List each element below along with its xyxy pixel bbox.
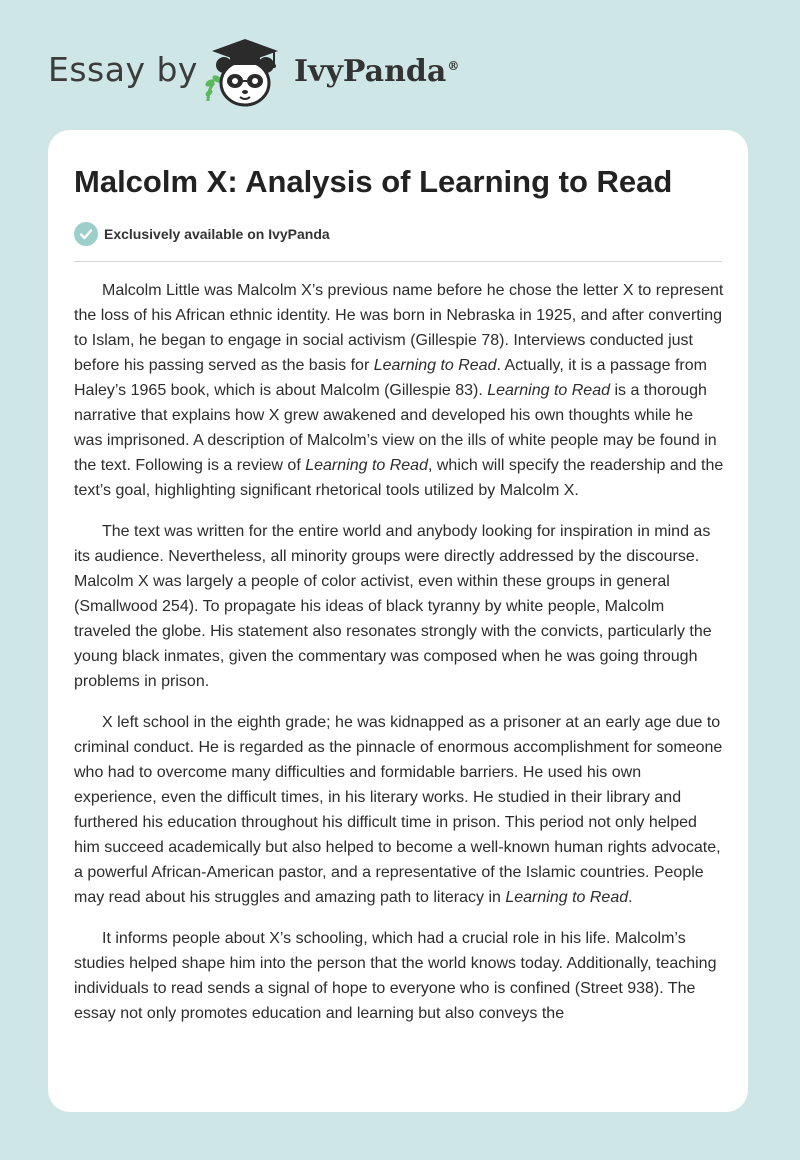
book-title-italic: Learning to Read	[305, 457, 428, 474]
paragraph-text: It informs people about X’s schooling, which had a crucial role in his life. Malcolm’s studies helped shape him into the person that the world knows today. Additionally, teaching individuals to read sends a signal of hope to everyone who is confined (Street 938). The essay not only promotes education and learning but also conveys the	[74, 930, 717, 1022]
paragraph-text: The text was written for the entire world and anybody looking for inspiration in mind as its audience. Nevertheless, all minority groups were directly addressed by the discourse. Malcolm X was largely a people of color activist, even within these groups in general (Smallwood 254). To propagate his ideas of black tyranny by white people, Malcolm traveled the globe. His statement also resonates strongly with the convicts, particularly the young black inmates, given the commentary was composed when he was going through problems in prison.	[74, 523, 712, 690]
book-title-italic: Learning to Read	[487, 382, 610, 399]
book-title-italic: Learning to Read	[373, 357, 497, 374]
check-circle-icon	[74, 222, 98, 246]
divider	[74, 261, 722, 262]
brand-prefix: Essay by	[48, 50, 198, 89]
essay-card	[48, 130, 748, 1112]
essay-paragraph	[74, 710, 724, 910]
paragraph-text: , which will specify the readership and the text’s goal, highlighting significant rhetorical tools utilized by Malcolm X.	[74, 457, 724, 499]
panda-graduate-icon	[200, 35, 290, 110]
paragraph-text: . Actually, it is a passage from Haley’s 1965 book, which is about Malcolm (Gillespie 83).	[74, 357, 707, 399]
essay-paragraph	[74, 926, 724, 1026]
registered-mark: ®	[447, 59, 460, 73]
book-title-italic: Learning to Read	[505, 889, 629, 906]
brand-name-text: IvyPanda	[294, 54, 447, 89]
paragraph-text: .	[628, 889, 633, 906]
essay-body	[74, 278, 724, 1042]
exclusive-badge	[74, 222, 330, 246]
brand-name	[294, 54, 459, 89]
paragraph-text: is a thorough narrative that explains how X grew awakened and developed his own thoughts while he was imprisoned. A description of Malcolm’s view on the ills of white people may be found in the text. Following is a review of	[74, 382, 717, 474]
exclusive-badge-text: Exclusively available on IvyPanda	[104, 226, 330, 242]
essay-paragraph	[74, 278, 724, 503]
site-header	[0, 0, 800, 130]
paragraph-text: Malcolm Little was Malcolm X’s previous name before he chose the letter X to represent the loss of his African ethnic identity. He was born in Nebraska in 1925, and after converting to Islam, he began to engage in social activism (Gillespie 78). Interviews conducted just before his passing served as the basis for	[74, 282, 724, 374]
essay-title: Malcolm X: Analysis of Learning to Read	[74, 164, 673, 199]
essay-paragraph	[74, 519, 724, 694]
paragraph-text: X left school in the eighth grade; he was kidnapped as a prisoner at an early age due to criminal conduct. He is regarded as the pinnacle of enormous accomplishment for someone who had to overcome many difficulties and formidable barriers. He used his own experience, even the difficult times, in his literary works. He studied in their library and furthered his education throughout his difficult time in prison. This period not only helped him succeed academically but also helped to become a well-known human rights advocate, a powerful African-American pastor, and a representative of the Islamic countries. People may read about his struggles and amazing path to literacy in	[74, 714, 723, 906]
